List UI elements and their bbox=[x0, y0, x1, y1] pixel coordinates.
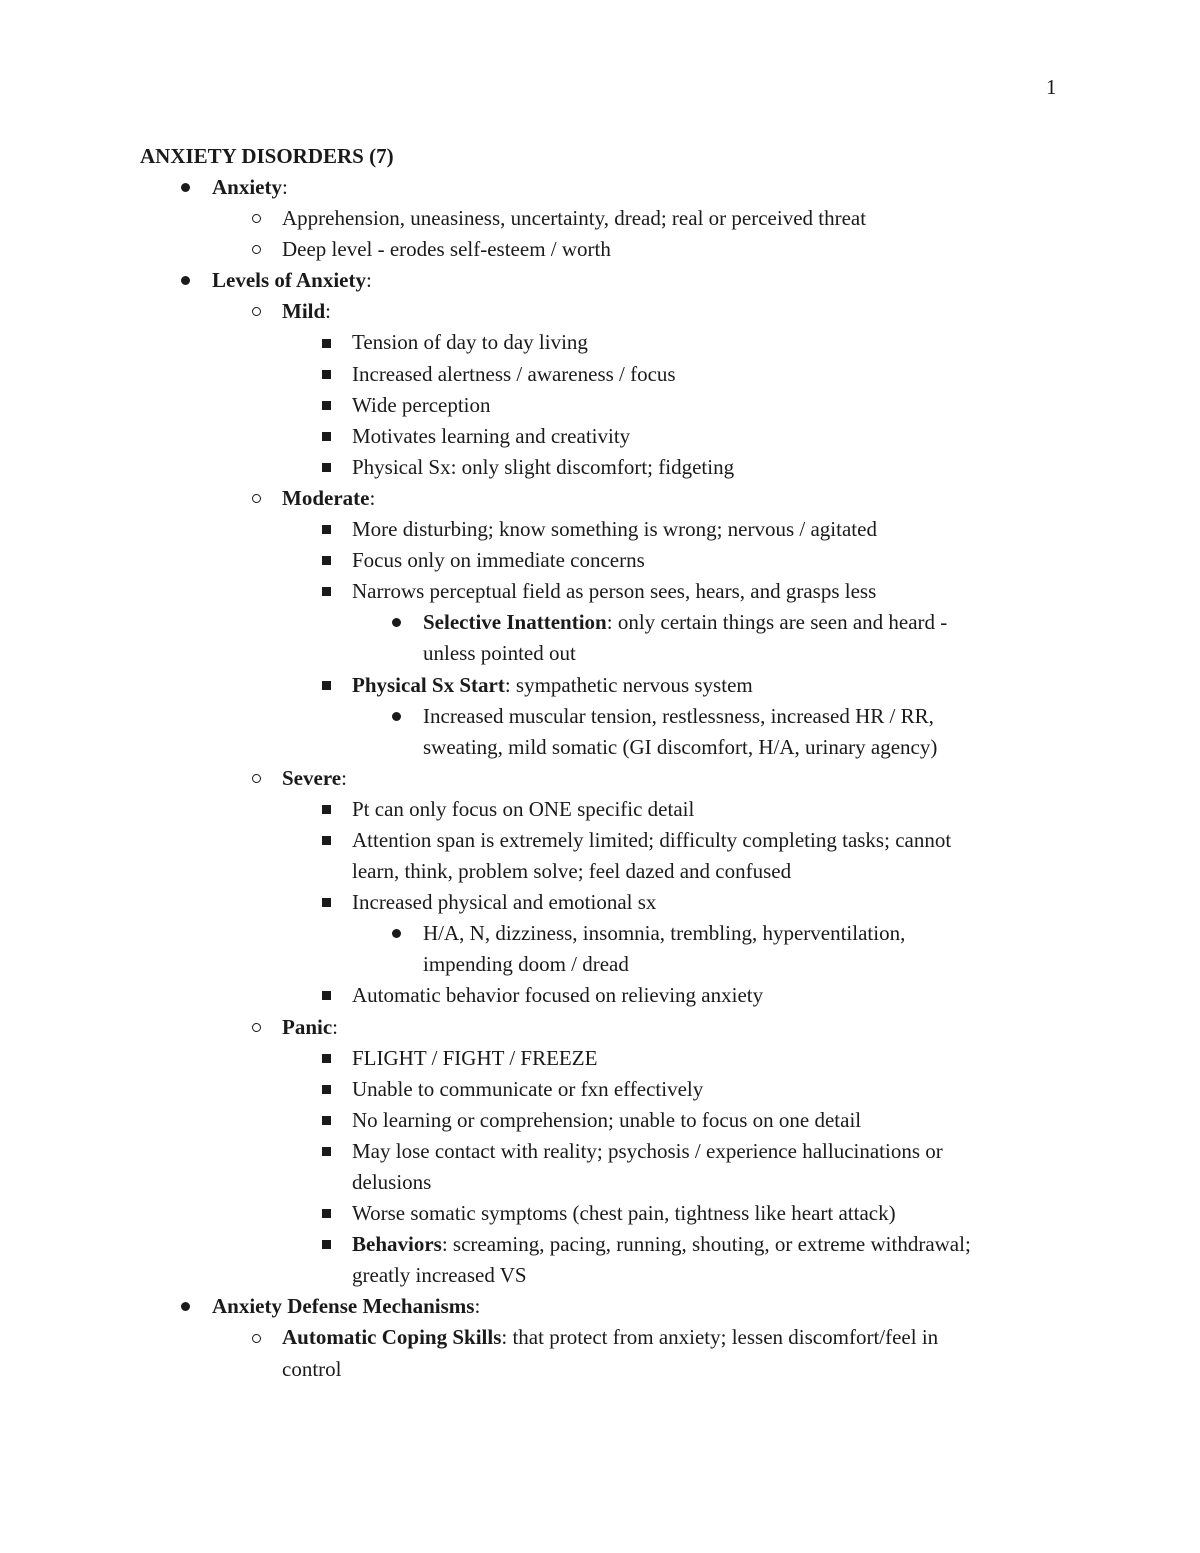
list-item-body: impending doom / dread bbox=[423, 952, 629, 977]
list-item bbox=[0, 203, 1200, 234]
list-item-body: Automatic behavior focused on relieving anxiety bbox=[352, 983, 764, 1008]
list-item-text bbox=[352, 856, 791, 887]
bullet-square-icon bbox=[315, 794, 337, 825]
list-item-term: Anxiety bbox=[212, 175, 282, 199]
list-item-text bbox=[352, 1229, 971, 1260]
list-item-text bbox=[352, 327, 588, 358]
list-item bbox=[0, 1229, 1200, 1260]
list-item-text bbox=[352, 670, 753, 701]
bullet-square-icon bbox=[315, 980, 337, 1011]
list-item-text bbox=[282, 234, 611, 265]
list-item bbox=[0, 452, 1200, 483]
bullet-square-icon bbox=[315, 514, 337, 545]
list-item bbox=[0, 949, 1200, 980]
bullet-dot-icon bbox=[174, 172, 196, 203]
list-item-body: : bbox=[474, 1294, 481, 1319]
list-item bbox=[0, 327, 1200, 358]
bullet-square-icon bbox=[315, 545, 337, 576]
bullet-square-icon bbox=[315, 670, 337, 701]
list-item bbox=[0, 421, 1200, 452]
list-item-text bbox=[423, 638, 576, 669]
list-item-text bbox=[352, 421, 630, 452]
bullet-square-icon bbox=[315, 1074, 337, 1105]
list-item-body: : bbox=[332, 1014, 339, 1039]
bullet-square-icon bbox=[315, 1136, 337, 1167]
list-item-term: Severe bbox=[282, 765, 342, 790]
list-item-text bbox=[423, 732, 937, 763]
bullet-dot-icon bbox=[385, 607, 407, 638]
list-item-body: Apprehension, uneasiness, uncertainty, dread; real or perceived threat bbox=[282, 206, 867, 231]
list-item bbox=[0, 918, 1200, 949]
list-item-text bbox=[212, 172, 288, 203]
bullet-square-icon bbox=[315, 359, 337, 390]
list-item bbox=[0, 1291, 1200, 1322]
list-item bbox=[0, 1074, 1200, 1105]
list-item-text bbox=[352, 359, 676, 390]
bullet-circle-icon bbox=[245, 203, 267, 234]
list-item-body: Attention span is extremely limited; difficulty completing tasks; cannot bbox=[352, 827, 952, 852]
list-item-body: : that protect from anxiety; lessen discomfort/feel in bbox=[501, 1325, 939, 1350]
list-item-text bbox=[423, 949, 629, 980]
list-item bbox=[0, 1354, 1200, 1385]
list-item-text bbox=[352, 1198, 896, 1229]
bullet-square-icon bbox=[315, 421, 337, 452]
list-item bbox=[0, 1012, 1200, 1043]
list-item-body: Worse somatic symptoms (chest pain, tightness like heart attack) bbox=[352, 1201, 896, 1226]
list-item-body: : bbox=[365, 268, 372, 293]
bullet-circle-icon bbox=[245, 763, 267, 794]
list-item-text bbox=[282, 483, 375, 514]
list-item bbox=[0, 265, 1200, 296]
list-item-text bbox=[282, 296, 331, 327]
list-item-body: FLIGHT / FIGHT / FREEZE bbox=[352, 1045, 598, 1070]
list-item bbox=[0, 390, 1200, 421]
list-item-text bbox=[352, 887, 656, 918]
list-item-text bbox=[212, 265, 372, 296]
list-item bbox=[0, 1260, 1200, 1291]
list-item-text bbox=[352, 1167, 431, 1198]
list-item-term: Mild bbox=[282, 299, 326, 324]
list-item-term: Selective Inattention bbox=[423, 610, 607, 635]
list-item-body: Tension of day to day living bbox=[352, 330, 588, 355]
list-item-text bbox=[352, 1074, 703, 1105]
list-item bbox=[0, 732, 1200, 763]
document-title: ANXIETY DISORDERS (7) bbox=[140, 144, 394, 168]
bullet-square-icon bbox=[315, 887, 337, 918]
list-item bbox=[0, 1167, 1200, 1198]
list-item-body: Narrows perceptual field as person sees, hears, and grasps less bbox=[352, 579, 877, 604]
list-item-text bbox=[212, 1291, 480, 1322]
list-item-body: Wide perception bbox=[352, 392, 491, 417]
list-item-body: unless pointed out bbox=[423, 641, 576, 666]
list-item bbox=[0, 825, 1200, 856]
list-item bbox=[0, 576, 1200, 607]
list-item-term: Levels of Anxiety bbox=[212, 268, 366, 293]
list-item-body: : screaming, pacing, running, shouting, or extreme withdrawal; bbox=[441, 1232, 971, 1257]
list-item-body: No learning or comprehension; unable to focus on one detail bbox=[352, 1107, 862, 1132]
list-item-body: sweating, mild somatic (GI discomfort, H/A, urinary agency) bbox=[423, 734, 938, 759]
list-item-text bbox=[352, 794, 694, 825]
list-item-text bbox=[352, 980, 763, 1011]
list-item-term: Moderate bbox=[282, 485, 370, 510]
list-item bbox=[0, 1105, 1200, 1136]
list-item-text bbox=[423, 701, 934, 732]
bullet-square-icon bbox=[315, 825, 337, 856]
list-item bbox=[0, 296, 1200, 327]
list-item bbox=[0, 1322, 1200, 1353]
list-item-body: delusions bbox=[352, 1170, 432, 1194]
list-item-text bbox=[282, 203, 866, 234]
list-item bbox=[0, 763, 1200, 794]
list-item bbox=[0, 1136, 1200, 1167]
list-item bbox=[0, 1198, 1200, 1229]
bullet-square-icon bbox=[315, 452, 337, 483]
list-item bbox=[0, 545, 1200, 576]
list-item-text bbox=[352, 1260, 527, 1291]
page-number: 1 bbox=[1046, 75, 1057, 99]
list-item bbox=[0, 701, 1200, 732]
list-item-text bbox=[352, 1043, 597, 1074]
list-item bbox=[0, 638, 1200, 669]
list-item-body: Physical Sx: only slight discomfort; fidgeting bbox=[352, 454, 735, 479]
list-item-body: : only certain things are seen and heard - bbox=[606, 610, 948, 635]
list-item-text bbox=[282, 1354, 341, 1385]
bullet-circle-icon bbox=[245, 234, 267, 265]
list-item bbox=[0, 514, 1200, 545]
list-item-text bbox=[423, 607, 947, 638]
list-item bbox=[0, 887, 1200, 918]
list-item-body: H/A, N, dizziness, insomnia, trembling, hyperventilation, bbox=[423, 921, 906, 946]
list-item-term: Panic bbox=[282, 1014, 333, 1039]
list-item bbox=[0, 359, 1200, 390]
list-item-text bbox=[282, 1322, 938, 1353]
list-item-body: Increased alertness / awareness / focus bbox=[352, 361, 676, 386]
bullet-square-icon bbox=[315, 327, 337, 358]
bullet-square-icon bbox=[315, 390, 337, 421]
list-item-body: May lose contact with reality; psychosis / experience hallucinations or bbox=[352, 1138, 943, 1163]
list-item-text bbox=[352, 452, 734, 483]
list-item bbox=[0, 1043, 1200, 1074]
list-item bbox=[0, 234, 1200, 265]
list-item-term: Behaviors bbox=[352, 1232, 442, 1257]
bullet-square-icon bbox=[315, 1198, 337, 1229]
list-item-text bbox=[352, 1105, 861, 1136]
list-item-term: Anxiety Defense Mechanisms bbox=[212, 1294, 475, 1319]
list-item-term: Automatic Coping Skills bbox=[282, 1325, 502, 1350]
list-item-term: Physical Sx Start bbox=[352, 672, 505, 697]
list-item-text bbox=[282, 1012, 338, 1043]
bullet-square-icon bbox=[315, 1043, 337, 1074]
list-item bbox=[0, 794, 1200, 825]
bullet-dot-icon bbox=[385, 918, 407, 949]
list-item-body: : bbox=[325, 299, 332, 324]
list-item-body: Focus only on immediate concerns bbox=[352, 548, 645, 573]
list-item-text bbox=[352, 576, 876, 607]
list-item bbox=[0, 607, 1200, 638]
bullet-square-icon bbox=[315, 1105, 337, 1136]
list-item-body: More disturbing; know something is wrong; nervous / agitated bbox=[352, 517, 877, 542]
list-item-text bbox=[282, 763, 347, 794]
list-item-body: : bbox=[369, 485, 376, 510]
list-item-body: learn, think, problem solve; feel dazed and confused bbox=[352, 859, 792, 884]
list-item-text bbox=[352, 514, 877, 545]
outline-list bbox=[0, 172, 1200, 1385]
list-item bbox=[0, 483, 1200, 514]
bullet-circle-icon bbox=[245, 1012, 267, 1043]
list-item-body: Motivates learning and creativity bbox=[352, 423, 631, 448]
list-item bbox=[0, 980, 1200, 1011]
bullet-circle-icon bbox=[245, 1322, 267, 1353]
bullet-dot-icon bbox=[174, 265, 196, 296]
list-item-body: Pt can only focus on ONE specific detail bbox=[352, 796, 695, 821]
list-item-body: : bbox=[341, 765, 347, 790]
list-item-text bbox=[352, 545, 645, 576]
list-item-body: Increased muscular tension, restlessness, increased HR / RR, bbox=[423, 703, 934, 728]
bullet-circle-icon bbox=[245, 483, 267, 514]
list-item-body: Increased physical and emotional sx bbox=[352, 890, 657, 915]
bullet-circle-icon bbox=[245, 296, 267, 327]
bullet-dot-icon bbox=[385, 701, 407, 732]
list-item-body: Deep level - erodes self-esteem / worth bbox=[282, 237, 611, 262]
list-item-body: : sympathetic nervous system bbox=[504, 672, 753, 697]
bullet-dot-icon bbox=[174, 1291, 196, 1322]
list-item bbox=[0, 856, 1200, 887]
list-item-body: control bbox=[282, 1356, 342, 1381]
list-item-body: Unable to communicate or fxn effectively bbox=[352, 1076, 704, 1101]
bullet-square-icon bbox=[315, 1229, 337, 1260]
bullet-square-icon bbox=[315, 576, 337, 607]
list-item-body: greatly increased VS bbox=[352, 1263, 527, 1288]
list-item-text bbox=[352, 390, 491, 421]
list-item bbox=[0, 670, 1200, 701]
list-item-text bbox=[352, 825, 951, 856]
list-item bbox=[0, 172, 1200, 203]
list-item-body: : bbox=[282, 175, 288, 199]
list-item-text bbox=[352, 1136, 943, 1167]
list-item-text bbox=[423, 918, 905, 949]
